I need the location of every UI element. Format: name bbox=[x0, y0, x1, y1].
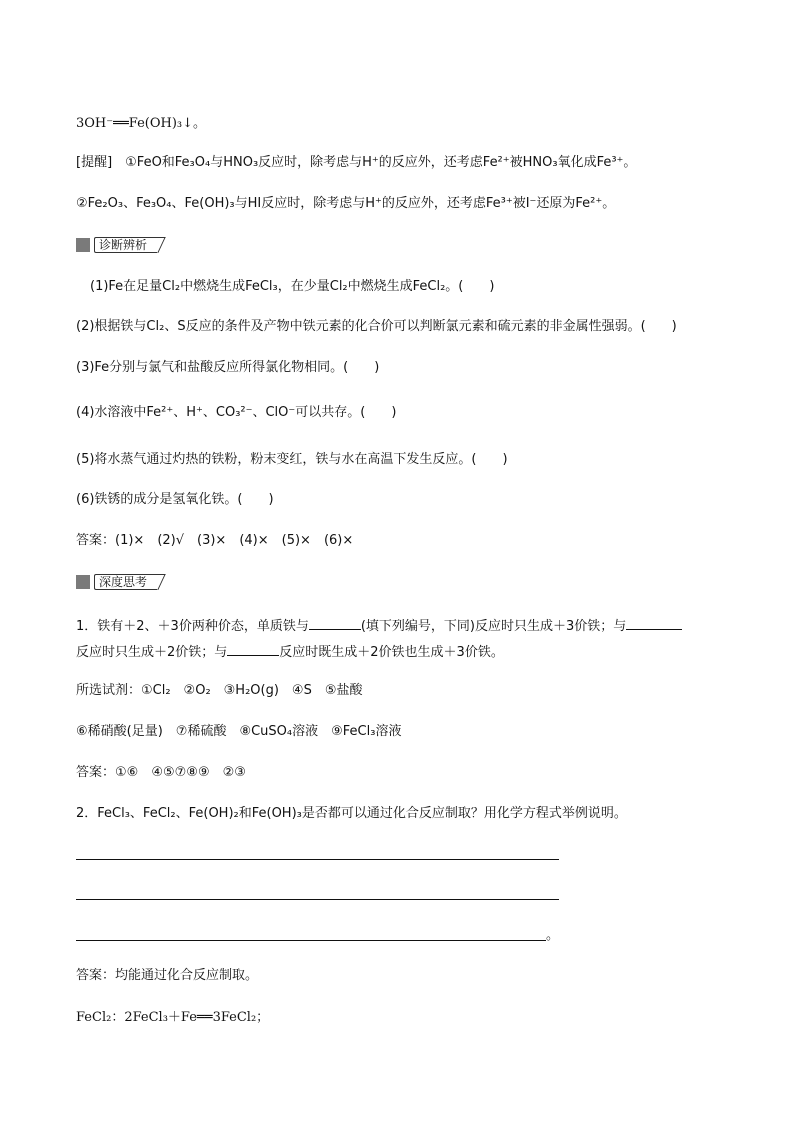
question-text: 反应时既生成＋2价铁也生成＋3价铁。 bbox=[279, 645, 504, 660]
section-square-icon bbox=[76, 238, 90, 252]
judgment-question-4: (4)水溶液中Fe²⁺、H⁺、CO₃²⁻、ClO⁻可以共存。( ) bbox=[76, 405, 397, 420]
answer-text: (1)× (2)√ (3)× (4)× (5)× (6)× bbox=[115, 533, 354, 548]
section-diagnosis-header bbox=[76, 236, 157, 254]
judgment-answer bbox=[76, 531, 353, 551]
thinking-answer-2 bbox=[76, 966, 258, 986]
thinking-answer-1 bbox=[76, 763, 246, 783]
answer-text: 均能通过化合反应制取。 bbox=[115, 968, 259, 983]
fill-blank-1[interactable] bbox=[309, 615, 361, 630]
answer-line-1[interactable] bbox=[76, 859, 559, 860]
question-text: 反应时只生成＋2价铁；与 bbox=[76, 645, 228, 660]
section-thinking-header bbox=[76, 573, 157, 591]
section-square-icon bbox=[76, 575, 90, 589]
question-text: (填下列编号，下同)反应时只生成＋3价铁；与 bbox=[360, 619, 627, 634]
reagents-line-1: 所选试剂：①Cl₂ ②O₂ ③H₂O(g) ④S ⑤盐酸 bbox=[76, 683, 363, 698]
answer-label: 答案： bbox=[76, 765, 116, 780]
answer-line-3[interactable] bbox=[76, 940, 546, 941]
answer-line-2[interactable] bbox=[76, 899, 559, 900]
section-title: 深度思考 bbox=[94, 574, 157, 590]
thinking-question-1 bbox=[76, 615, 682, 637]
thinking-question-1-cont bbox=[76, 641, 504, 663]
judgment-question-6: (6)铁锈的成分是氢氧化铁。( ) bbox=[76, 492, 274, 507]
reagents-line-2: ⑥稀硝酸(足量) ⑦稀硫酸 ⑧CuSO₄溶液 ⑨FeCl₃溶液 bbox=[76, 724, 402, 739]
thinking-question-2: 2．FeCl₃、FeCl₂、Fe(OH)₂和Fe(OH)₃是否都可以通过化合反应制取？用化学方程式举例说明。 bbox=[76, 806, 627, 821]
judgment-question-5: (5)将水蒸气通过灼热的铁粉，粉末变红，铁与水在高温下发生反应。( ) bbox=[76, 452, 508, 467]
fill-blank-3[interactable] bbox=[227, 641, 279, 656]
judgment-question-3: (3)Fe分别与氯气和盐酸反应所得氯化物相同。( ) bbox=[76, 360, 380, 375]
judgment-question-2: (2)根据铁与Cl₂、S反应的条件及产物中铁元素的化合价可以判断氯元素和硫元素的非金属性强弱。( ) bbox=[76, 319, 677, 334]
question-text: 1．铁有＋2、＋3价两种价态，单质铁与 bbox=[76, 619, 309, 634]
reaction-equation-end: 3OH⁻══Fe(OH)₃↓。 bbox=[76, 116, 207, 131]
answer-label: 答案： bbox=[76, 533, 116, 548]
judgment-question-1: (1)Fe在足量Cl₂中燃烧生成FeCl₃，在少量Cl₂中燃烧生成FeCl₂。( ) bbox=[90, 279, 495, 294]
tip-line-2: ②Fe₂O₃、Fe₃O₄、Fe(OH)₃与HI反应时，除考虑与H⁺的反应外，还考虑Fe³⁺被I⁻还原为Fe²⁺。 bbox=[76, 196, 616, 211]
tip-line-1: [提醒] ①FeO和Fe₃O₄与HNO₃反应时，除考虑与H⁺的反应外，还考虑Fe²⁺被HNO₃氧化成Fe³⁺。 bbox=[76, 155, 637, 170]
answer-text: ①⑥ ④⑤⑦⑧⑨ ②③ bbox=[115, 765, 246, 780]
equation-fecl2: FeCl₂：2FeCl₃＋Fe══3FeCl₂； bbox=[76, 1010, 270, 1025]
section-title: 诊断辨析 bbox=[94, 237, 157, 253]
fill-blank-2[interactable] bbox=[626, 615, 682, 630]
answer-label: 答案： bbox=[76, 968, 116, 983]
end-period: 。 bbox=[546, 928, 560, 943]
